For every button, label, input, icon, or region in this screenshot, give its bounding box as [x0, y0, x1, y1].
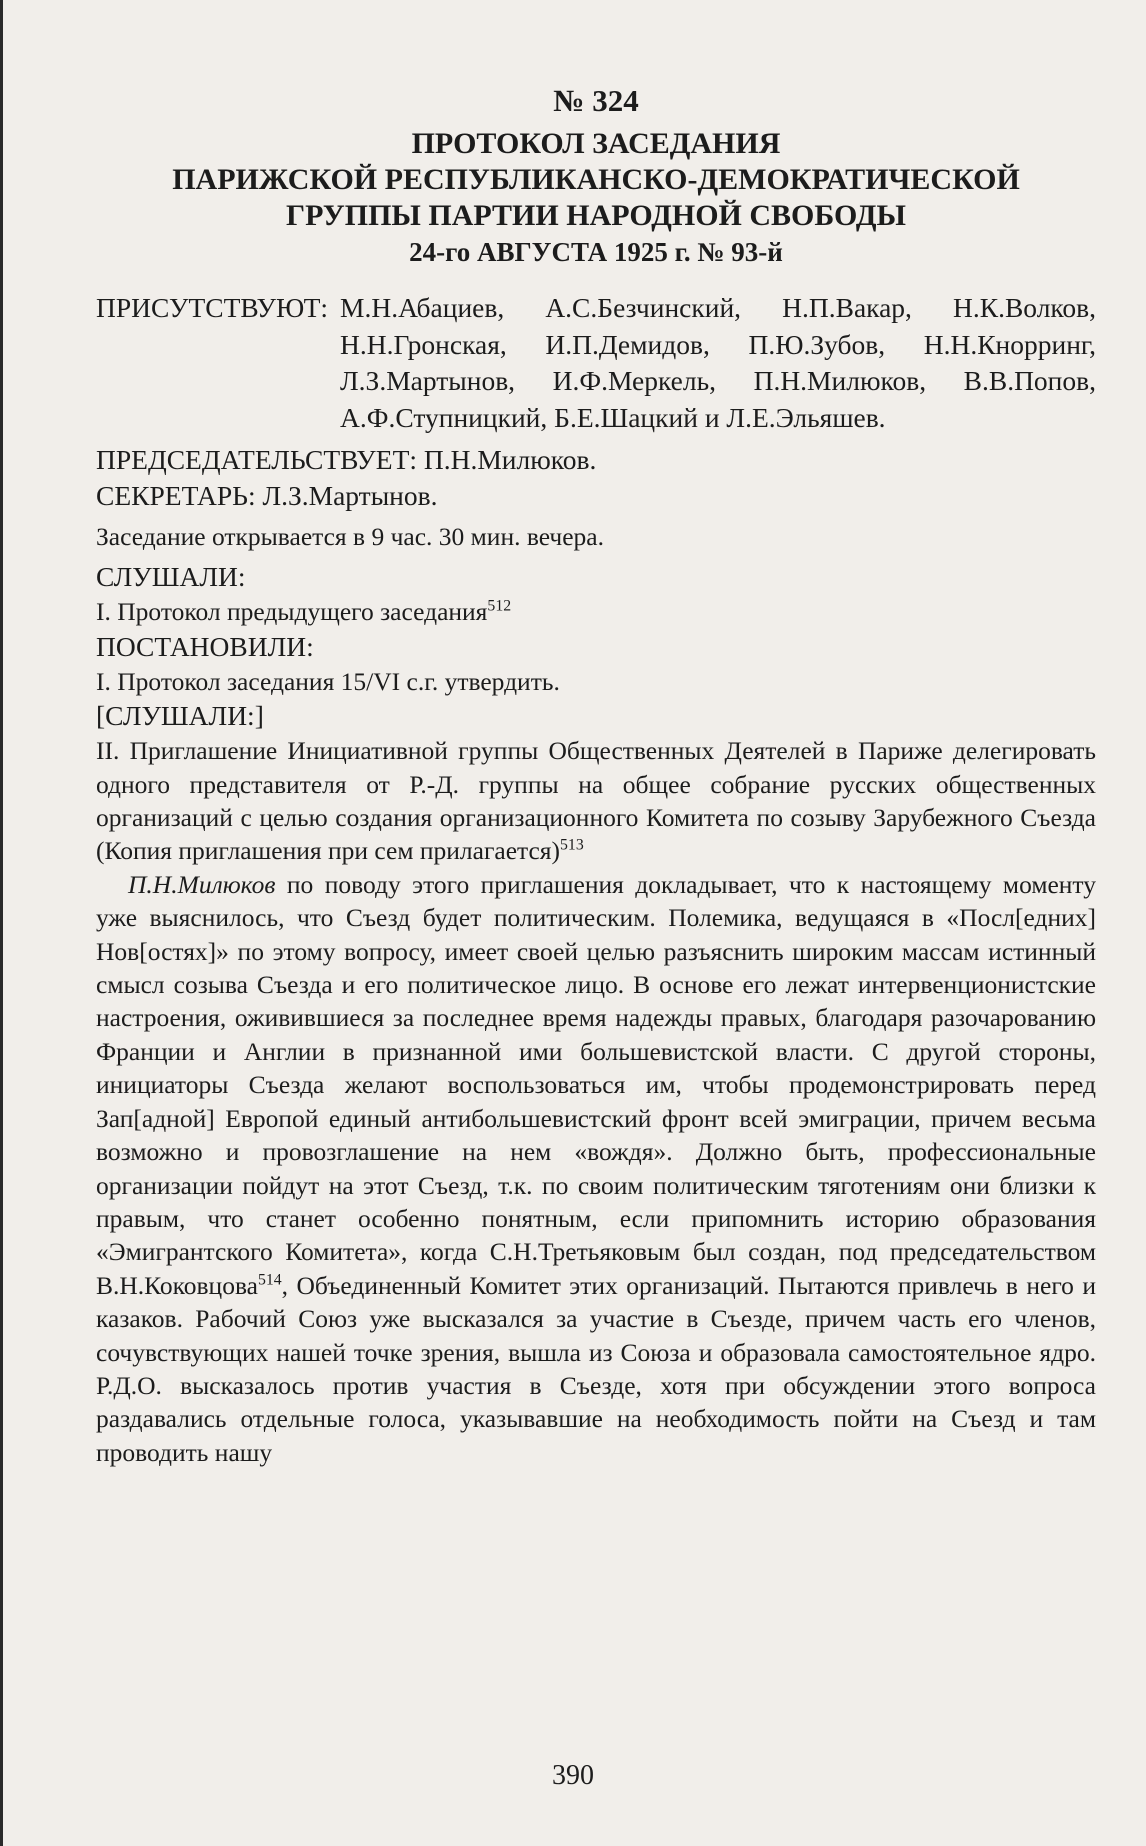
attendance-present [96, 290, 1096, 436]
agenda-item-1-text: I. Протокол предыдущего заседания [96, 597, 488, 627]
report-text-2: , Объединенный Комитет этих организаций. Пытаются привлечь в него и казаков. Рабочий Союз уже высказался за участие в Съезде, причем часть его членов, сочувствующих нашей точке зрения, вышла из Союза и образовала самостоятельное ядро. Р.Д.О. высказалось против участия в Съезде, хотя при обсуждении этого вопроса раздавались отдельные голоса, указывавшие на необходимость пойти на Съезд и там проводить нашу [96, 1270, 1096, 1467]
resolved-heading: ПОСТАНОВИЛИ: [96, 630, 314, 662]
agenda-item-2-text: II. Приглашение Инициативной группы Общественных Деятелей в Париже делегировать одного представителя от Р.-Д. группы на общее собрание русских общественных организаций с целью создания организационного Комитета по созыву Зарубежного Съезда (Копия приглашения при сем прилагается) [96, 736, 1096, 866]
title-line: ГРУППЫ ПАРТИИ НАРОДНОЙ СВОБОДЫ [286, 199, 906, 232]
agenda-item-2 [96, 734, 1096, 868]
title-line: ПАРИЖСКОЙ РЕСПУБЛИКАНСКО-ДЕМОКРАТИЧЕСКОЙ [172, 163, 1020, 196]
present-names: М.Н.Абациев, А.С.Безчинский, Н.П.Вакар, Н.К.Волков, Н.Н.Гронская, И.П.Демидов, П.Ю.Зубов, Н.Н.Кнорринг, Л.З.Мартынов, И.Ф.Меркель, П.Н.Милюков, В.В.Попов, А.Ф.Ступницкий, Б.Е.Шацкий и Л.Е.Эльяшев. [340, 292, 1096, 433]
document-date: 24-го АВГУСТА 1925 г. № 93-й [409, 237, 783, 267]
report-text-1: по поводу этого приглашения докладывает, что к настоящему моменту уже выяснилось, что Съезд будет политическим. Полемика, ведущаяся в «Посл[едних] Нов[остях]» по этому вопросу, имеет своей целью разъяснить широким массам истинный смысл созыва Съезда и его политическое лицо. В основе его лежат интервенционистские настроения, оживившиеся за последнее время надежды правых, благодаря разочарованию Франции и Англии в признанной ими большевистской власти. С другой стороны, инициаторы Съезда желают воспользоваться им, чтобы продемонстрировать перед Зап[адной] Европой единый антибольшевистский фронт всей эмиграции, причем весьма возможно и провозглашение на нем «вождя». Должно быть, профессиональные организации пойдут на этот Съезд, т.к. по своим политическим тяготениям они близки к правым, что станет особенно понятным, если припомнить историю образования «Эмигрантского Комитета», когда С.Н.Третьяковым был создан, под председательством В.Н.Коковцова [96, 869, 1096, 1300]
report-paragraph [96, 868, 1096, 1469]
document-number: № 324 [553, 83, 639, 118]
present-label: ПРИСУТСТВУЮТ: [96, 292, 329, 323]
footnote-ref: 514 [257, 1271, 282, 1289]
secretary-line: СЕКРЕТАРЬ: Л.З.Мартынов. [96, 480, 438, 511]
footnote-ref: 512 [487, 597, 512, 615]
speaker-name: П.Н.Милюков [128, 869, 276, 899]
resolution-1: I. Протокол заседания 15/VI с.г. утвердить. [96, 666, 560, 696]
chairman-line: ПРЕДСЕДАТЕЛЬСТВУЕТ: П.Н.Милюков. [96, 444, 597, 475]
heard-heading: СЛУШАЛИ: [96, 561, 246, 593]
page-content [96, 82, 1096, 1469]
footnote-ref: 513 [560, 836, 584, 854]
title-line: ПРОТОКОЛ ЗАСЕДАНИЯ [411, 127, 781, 160]
page-edge-shadow [0, 0, 3, 1846]
page-number: 390 [552, 1760, 594, 1791]
opening-line: Заседание открывается в 9 час. 30 мин. вечера. [96, 522, 604, 551]
heard-heading-2: [СЛУШАЛИ:] [96, 700, 264, 732]
agenda-item-1 [96, 595, 1096, 628]
